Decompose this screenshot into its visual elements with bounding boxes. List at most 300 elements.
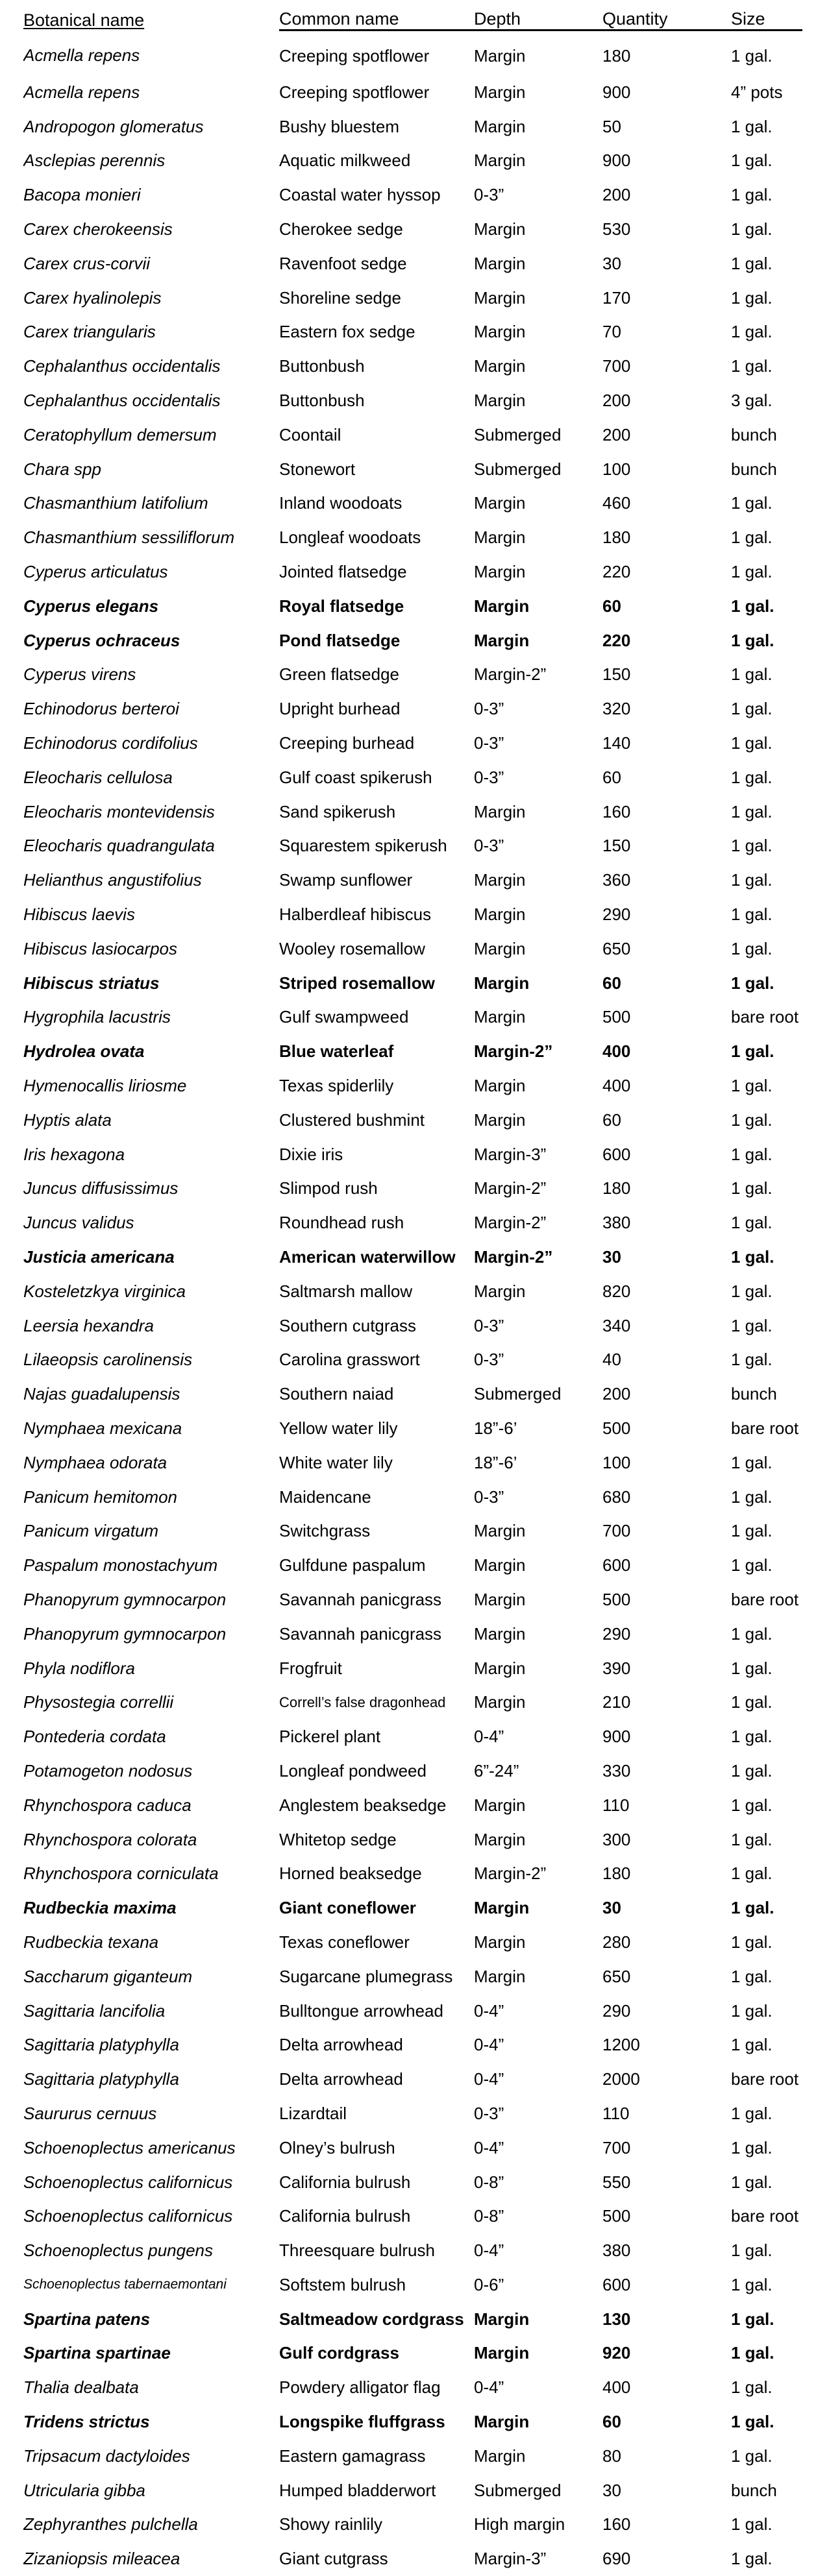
cell-quantity: 390 <box>602 1651 731 1686</box>
cell-size: 1 gal. <box>731 2405 802 2439</box>
cell-quantity: 60 <box>602 760 731 795</box>
cell-depth: Margin <box>474 897 602 932</box>
cell-depth: 0-8” <box>474 2199 602 2233</box>
cell-size: 1 gal. <box>731 1103 802 1137</box>
header-common-name: Common name <box>279 9 474 30</box>
cell-botanical-name: Hyptis alata <box>23 1103 279 1137</box>
cell-botanical-name: Paspalum monostachyum <box>23 1548 279 1583</box>
cell-size: 1 gal. <box>731 589 802 624</box>
cell-quantity: 500 <box>602 1411 731 1446</box>
cell-size: 1 gal. <box>731 555 802 589</box>
cell-size: 1 gal. <box>731 349 802 383</box>
table-row <box>23 315 802 350</box>
cell-size: 1 gal. <box>731 726 802 760</box>
cell-botanical-name: Nymphaea odorata <box>23 1446 279 1480</box>
table-row <box>23 75 802 110</box>
cell-quantity: 130 <box>602 2302 731 2337</box>
cell-quantity: 200 <box>602 383 731 418</box>
cell-quantity: 60 <box>602 1103 731 1137</box>
cell-common-name: Creeping spotflower <box>279 30 474 76</box>
cell-size: bare root <box>731 2062 802 2096</box>
cell-common-name: Buttonbush <box>279 349 474 383</box>
cell-depth: Margin-2” <box>474 658 602 692</box>
cell-botanical-name: Rhynchospora caduca <box>23 1788 279 1823</box>
cell-depth: 0-3” <box>474 2096 602 2131</box>
cell-botanical-name: Rhynchospora colorata <box>23 1823 279 1857</box>
header-quantity: Quantity <box>602 9 731 30</box>
cell-quantity: 70 <box>602 315 731 350</box>
cell-common-name: Inland woodoats <box>279 487 474 521</box>
cell-common-name: Southern naiad <box>279 1377 474 1411</box>
cell-quantity: 150 <box>602 829 731 864</box>
cell-size: 1 gal. <box>731 2268 802 2302</box>
table-row <box>23 658 802 692</box>
cell-quantity: 60 <box>602 966 731 1001</box>
cell-size: 1 gal. <box>731 520 802 555</box>
table-row <box>23 1343 802 1377</box>
cell-quantity: 400 <box>602 1069 731 1103</box>
cell-depth: Margin-2” <box>474 1856 602 1891</box>
table-row <box>23 1651 802 1686</box>
cell-common-name: Saltmeadow cordgrass <box>279 2302 474 2337</box>
table-row <box>23 1548 802 1583</box>
cell-botanical-name: Schoenoplectus tabernaemontani <box>23 2268 279 2302</box>
cell-botanical-name: Panicum virgatum <box>23 1514 279 1548</box>
cell-size: bunch <box>731 452 802 487</box>
cell-depth: 0-3” <box>474 760 602 795</box>
table-row <box>23 1514 802 1548</box>
cell-size: 1 gal. <box>731 1925 802 1960</box>
cell-size: 1 gal. <box>731 1309 802 1343</box>
cell-common-name: Aquatic milkweed <box>279 144 474 178</box>
table-row <box>23 2370 802 2405</box>
cell-depth: Margin <box>474 1891 602 1925</box>
cell-quantity: 600 <box>602 1137 731 1172</box>
cell-depth: 0-4” <box>474 1994 602 2028</box>
cell-quantity: 180 <box>602 30 731 76</box>
cell-botanical-name: Justicia americana <box>23 1240 279 1274</box>
cell-size: bunch <box>731 2473 802 2508</box>
cell-depth: 0-4” <box>474 2370 602 2405</box>
table-row <box>23 1309 802 1343</box>
cell-botanical-name: Cyperus articulatus <box>23 555 279 589</box>
cell-depth: High margin <box>474 2508 602 2542</box>
cell-depth: Margin <box>474 247 602 281</box>
cell-botanical-name: Hibiscus lasiocarpos <box>23 932 279 966</box>
cell-common-name: Savannah panicgrass <box>279 1617 474 1651</box>
cell-depth: Margin <box>474 1960 602 1994</box>
cell-common-name: Eastern gamagrass <box>279 2439 474 2473</box>
table-row <box>23 1480 802 1514</box>
cell-common-name: Longleaf pondweed <box>279 1754 474 1788</box>
cell-common-name: Eastern fox sedge <box>279 315 474 350</box>
cell-common-name: Sand spikerush <box>279 795 474 829</box>
cell-quantity: 60 <box>602 589 731 624</box>
cell-botanical-name: Juncus diffusissimus <box>23 1172 279 1206</box>
cell-quantity: 160 <box>602 2508 731 2542</box>
table-row <box>23 2028 802 2062</box>
cell-quantity: 380 <box>602 1206 731 1240</box>
cell-common-name: Dixie iris <box>279 1137 474 1172</box>
cell-depth: Margin <box>474 2302 602 2337</box>
cell-botanical-name: Acmella repens <box>23 30 279 76</box>
cell-quantity: 150 <box>602 658 731 692</box>
cell-common-name: Buttonbush <box>279 383 474 418</box>
cell-quantity: 290 <box>602 897 731 932</box>
cell-common-name: Gulfdune paspalum <box>279 1548 474 1583</box>
cell-quantity: 530 <box>602 212 731 247</box>
cell-quantity: 200 <box>602 1377 731 1411</box>
cell-botanical-name: Panicum hemitomon <box>23 1480 279 1514</box>
cell-size: 1 gal. <box>731 795 802 829</box>
table-row <box>23 487 802 521</box>
table-row <box>23 1034 802 1069</box>
cell-botanical-name: Saccharum giganteum <box>23 1960 279 1994</box>
cell-botanical-name: Chasmanthium sessiliflorum <box>23 520 279 555</box>
cell-common-name: Yellow water lily <box>279 1411 474 1446</box>
cell-quantity: 500 <box>602 1001 731 1035</box>
cell-common-name: Lizardtail <box>279 2096 474 2131</box>
table-row <box>23 2233 802 2268</box>
cell-quantity: 180 <box>602 520 731 555</box>
cell-size: 1 gal. <box>731 1651 802 1686</box>
cell-botanical-name: Rudbeckia maxima <box>23 1891 279 1925</box>
cell-depth: 18”-6’ <box>474 1446 602 1480</box>
table-row <box>23 760 802 795</box>
cell-depth: 0-3” <box>474 1480 602 1514</box>
cell-quantity: 1200 <box>602 2028 731 2062</box>
cell-common-name: Texas spiderlily <box>279 1069 474 1103</box>
cell-size: 1 gal. <box>731 2028 802 2062</box>
cell-quantity: 690 <box>602 2542 731 2576</box>
cell-botanical-name: Rudbeckia texana <box>23 1925 279 1960</box>
cell-common-name: Texas coneflower <box>279 1925 474 1960</box>
cell-depth: Margin <box>474 1103 602 1137</box>
cell-size: 1 gal. <box>731 30 802 76</box>
cell-depth: Margin <box>474 1788 602 1823</box>
cell-botanical-name: Chasmanthium latifolium <box>23 487 279 521</box>
cell-quantity: 650 <box>602 932 731 966</box>
cell-size: 1 gal. <box>731 144 802 178</box>
cell-quantity: 600 <box>602 1548 731 1583</box>
cell-quantity: 2000 <box>602 2062 731 2096</box>
table-row <box>23 2508 802 2542</box>
table-row <box>23 178 802 212</box>
cell-depth: Margin <box>474 212 602 247</box>
cell-depth: Margin <box>474 1274 602 1309</box>
cell-depth: Margin <box>474 110 602 144</box>
cell-quantity: 360 <box>602 863 731 897</box>
cell-depth: Margin <box>474 555 602 589</box>
cell-quantity: 210 <box>602 1685 731 1719</box>
cell-quantity: 320 <box>602 692 731 726</box>
cell-size: 1 gal. <box>731 624 802 658</box>
cell-botanical-name: Hibiscus striatus <box>23 966 279 1001</box>
table-row <box>23 589 802 624</box>
cell-depth: Margin <box>474 2405 602 2439</box>
cell-depth: 6”-24” <box>474 1754 602 1788</box>
table-row <box>23 418 802 452</box>
cell-size: 1 gal. <box>731 281 802 315</box>
cell-common-name: Squarestem spikerush <box>279 829 474 864</box>
cell-size: 1 gal. <box>731 1137 802 1172</box>
cell-common-name: Threesquare bulrush <box>279 2233 474 2268</box>
cell-quantity: 920 <box>602 2337 731 2371</box>
cell-common-name: Anglestem beaksedge <box>279 1788 474 1823</box>
cell-size: 1 gal. <box>731 760 802 795</box>
table-row <box>23 966 802 1001</box>
table-row <box>23 1446 802 1480</box>
cell-size: 1 gal. <box>731 1514 802 1548</box>
cell-botanical-name: Cephalanthus occidentalis <box>23 383 279 418</box>
cell-common-name: Gulf swampweed <box>279 1001 474 1035</box>
cell-quantity: 30 <box>602 1240 731 1274</box>
cell-common-name: Horned beaksedge <box>279 1856 474 1891</box>
cell-size: bare root <box>731 1411 802 1446</box>
cell-size: 1 gal. <box>731 1240 802 1274</box>
cell-quantity: 300 <box>602 1823 731 1857</box>
cell-size: 1 gal. <box>731 1754 802 1788</box>
table-row <box>23 897 802 932</box>
cell-botanical-name: Hibiscus laevis <box>23 897 279 932</box>
cell-botanical-name: Helianthus angustifolius <box>23 863 279 897</box>
cell-size: bare root <box>731 2199 802 2233</box>
cell-botanical-name: Schoenoplectus pungens <box>23 2233 279 2268</box>
table-row <box>23 1754 802 1788</box>
cell-botanical-name: Tridens strictus <box>23 2405 279 2439</box>
table-row <box>23 212 802 247</box>
cell-depth: Margin <box>474 383 602 418</box>
cell-botanical-name: Eleocharis cellulosa <box>23 760 279 795</box>
table-row <box>23 555 802 589</box>
cell-quantity: 900 <box>602 144 731 178</box>
cell-depth: 0-8” <box>474 2165 602 2200</box>
table-row <box>23 1788 802 1823</box>
cell-depth: 0-3” <box>474 1343 602 1377</box>
table-row <box>23 1206 802 1240</box>
cell-size: 1 gal. <box>731 2302 802 2337</box>
cell-size: 1 gal. <box>731 110 802 144</box>
cell-common-name: Blue waterleaf <box>279 1034 474 1069</box>
cell-quantity: 100 <box>602 1446 731 1480</box>
cell-depth: Margin <box>474 1925 602 1960</box>
cell-depth: Submerged <box>474 452 602 487</box>
cell-quantity: 900 <box>602 75 731 110</box>
cell-depth: Margin <box>474 487 602 521</box>
cell-common-name: Savannah panicgrass <box>279 1583 474 1617</box>
cell-common-name: Giant cutgrass <box>279 2542 474 2576</box>
cell-quantity: 700 <box>602 2131 731 2165</box>
cell-quantity: 380 <box>602 2233 731 2268</box>
cell-depth: Margin <box>474 589 602 624</box>
cell-depth: Margin <box>474 1651 602 1686</box>
cell-botanical-name: Ceratophyllum demersum <box>23 418 279 452</box>
cell-size: 1 gal. <box>731 1446 802 1480</box>
table-row <box>23 726 802 760</box>
cell-botanical-name: Lilaeopsis carolinensis <box>23 1343 279 1377</box>
cell-quantity: 400 <box>602 1034 731 1069</box>
cell-quantity: 140 <box>602 726 731 760</box>
cell-botanical-name: Eleocharis montevidensis <box>23 795 279 829</box>
cell-quantity: 170 <box>602 281 731 315</box>
table-row <box>23 349 802 383</box>
table-row <box>23 2062 802 2096</box>
table-row <box>23 1377 802 1411</box>
cell-size: 1 gal. <box>731 1343 802 1377</box>
cell-quantity: 180 <box>602 1856 731 1891</box>
cell-botanical-name: Phyla nodiflora <box>23 1651 279 1686</box>
cell-size: 1 gal. <box>731 487 802 521</box>
header-botanical-name: Botanical name <box>23 9 279 30</box>
cell-botanical-name: Najas guadalupensis <box>23 1377 279 1411</box>
table-row <box>23 1137 802 1172</box>
cell-size: 1 gal. <box>731 315 802 350</box>
cell-botanical-name: Pontederia cordata <box>23 1719 279 1754</box>
cell-quantity: 460 <box>602 487 731 521</box>
cell-depth: Margin-2” <box>474 1206 602 1240</box>
cell-size: 1 gal. <box>731 1548 802 1583</box>
table-row <box>23 795 802 829</box>
cell-quantity: 600 <box>602 2268 731 2302</box>
cell-quantity: 340 <box>602 1309 731 1343</box>
cell-depth: Margin <box>474 349 602 383</box>
cell-common-name: California bulrush <box>279 2199 474 2233</box>
cell-botanical-name: Schoenoplectus americanus <box>23 2131 279 2165</box>
cell-common-name: Saltmarsh mallow <box>279 1274 474 1309</box>
cell-common-name: Delta arrowhead <box>279 2062 474 2096</box>
cell-quantity: 290 <box>602 1994 731 2028</box>
cell-common-name: Showy rainlily <box>279 2508 474 2542</box>
cell-size: 1 gal. <box>731 1891 802 1925</box>
cell-common-name: Wooley rosemallow <box>279 932 474 966</box>
cell-botanical-name: Bacopa monieri <box>23 178 279 212</box>
cell-size: 1 gal. <box>731 1788 802 1823</box>
header-size: Size <box>731 9 802 30</box>
cell-quantity: 500 <box>602 2199 731 2233</box>
cell-size: 1 gal. <box>731 1994 802 2028</box>
cell-common-name: Slimpod rush <box>279 1172 474 1206</box>
cell-common-name: Delta arrowhead <box>279 2028 474 2062</box>
table-row <box>23 2165 802 2200</box>
cell-quantity: 700 <box>602 1514 731 1548</box>
cell-size: 1 gal. <box>731 1480 802 1514</box>
cell-common-name: Olney’s bulrush <box>279 2131 474 2165</box>
cell-botanical-name: Spartina spartinae <box>23 2337 279 2371</box>
table-row <box>23 1994 802 2028</box>
cell-size: 1 gal. <box>731 1719 802 1754</box>
cell-size: 1 gal. <box>731 1856 802 1891</box>
cell-size: 1 gal. <box>731 1034 802 1069</box>
table-row <box>23 144 802 178</box>
cell-depth: Margin-2” <box>474 1172 602 1206</box>
cell-quantity: 110 <box>602 1788 731 1823</box>
cell-quantity: 900 <box>602 1719 731 1754</box>
cell-depth: Margin <box>474 1548 602 1583</box>
cell-common-name: Sugarcane plumegrass <box>279 1960 474 1994</box>
cell-botanical-name: Sagittaria platyphylla <box>23 2062 279 2096</box>
cell-botanical-name: Carex cherokeensis <box>23 212 279 247</box>
cell-quantity: 200 <box>602 418 731 452</box>
table-row <box>23 1001 802 1035</box>
cell-quantity: 180 <box>602 1172 731 1206</box>
cell-quantity: 680 <box>602 1480 731 1514</box>
plant-table <box>23 9 802 2576</box>
table-row <box>23 1240 802 1274</box>
cell-size: 1 gal. <box>731 1206 802 1240</box>
cell-botanical-name: Hydrolea ovata <box>23 1034 279 1069</box>
cell-depth: Margin <box>474 624 602 658</box>
cell-common-name: Longspike fluffgrass <box>279 2405 474 2439</box>
cell-depth: Submerged <box>474 1377 602 1411</box>
cell-common-name: Clustered bushmint <box>279 1103 474 1137</box>
cell-size: 1 gal. <box>731 2542 802 2576</box>
table-row <box>23 2131 802 2165</box>
cell-common-name: Creeping burhead <box>279 726 474 760</box>
cell-common-name: Humped bladderwort <box>279 2473 474 2508</box>
cell-common-name: Gulf cordgrass <box>279 2337 474 2371</box>
cell-size: 1 gal. <box>731 212 802 247</box>
cell-quantity: 50 <box>602 110 731 144</box>
cell-botanical-name: Asclepias perennis <box>23 144 279 178</box>
cell-botanical-name: Leersia hexandra <box>23 1309 279 1343</box>
cell-common-name: Green flatsedge <box>279 658 474 692</box>
table-row <box>23 829 802 864</box>
table-row <box>23 281 802 315</box>
cell-size: 3 gal. <box>731 383 802 418</box>
cell-depth: Margin <box>474 144 602 178</box>
cell-size: 1 gal. <box>731 863 802 897</box>
cell-quantity: 100 <box>602 452 731 487</box>
cell-size: 1 gal. <box>731 1960 802 1994</box>
cell-quantity: 200 <box>602 178 731 212</box>
cell-botanical-name: Juncus validus <box>23 1206 279 1240</box>
cell-common-name: Shoreline sedge <box>279 281 474 315</box>
cell-depth: 0-4” <box>474 2233 602 2268</box>
table-row <box>23 2302 802 2337</box>
cell-common-name: Upright burhead <box>279 692 474 726</box>
cell-depth: Margin <box>474 1583 602 1617</box>
cell-botanical-name: Sagittaria lancifolia <box>23 1994 279 2028</box>
cell-botanical-name: Acmella repens <box>23 75 279 110</box>
cell-depth: 0-6” <box>474 2268 602 2302</box>
cell-depth: Submerged <box>474 2473 602 2508</box>
cell-size: 1 gal. <box>731 2439 802 2473</box>
cell-depth: 0-4” <box>474 1719 602 1754</box>
cell-size: 1 gal. <box>731 178 802 212</box>
cell-botanical-name: Utricularia gibba <box>23 2473 279 2508</box>
cell-size: 1 gal. <box>731 1274 802 1309</box>
cell-common-name: Pond flatsedge <box>279 624 474 658</box>
cell-quantity: 40 <box>602 1343 731 1377</box>
cell-depth: Margin <box>474 1685 602 1719</box>
cell-botanical-name: Spartina patens <box>23 2302 279 2337</box>
cell-depth: 18”-6’ <box>474 1411 602 1446</box>
table-row <box>23 2199 802 2233</box>
cell-depth: Margin <box>474 30 602 76</box>
table-row <box>23 383 802 418</box>
table-row <box>23 1617 802 1651</box>
cell-botanical-name: Zephyranthes pulchella <box>23 2508 279 2542</box>
cell-common-name: Bushy bluestem <box>279 110 474 144</box>
cell-quantity: 280 <box>602 1925 731 1960</box>
cell-common-name: Pickerel plant <box>279 1719 474 1754</box>
cell-botanical-name: Chara spp <box>23 452 279 487</box>
cell-common-name: California bulrush <box>279 2165 474 2200</box>
cell-depth: Margin <box>474 281 602 315</box>
cell-quantity: 700 <box>602 349 731 383</box>
cell-botanical-name: Eleocharis quadrangulata <box>23 829 279 864</box>
cell-depth: 0-3” <box>474 692 602 726</box>
